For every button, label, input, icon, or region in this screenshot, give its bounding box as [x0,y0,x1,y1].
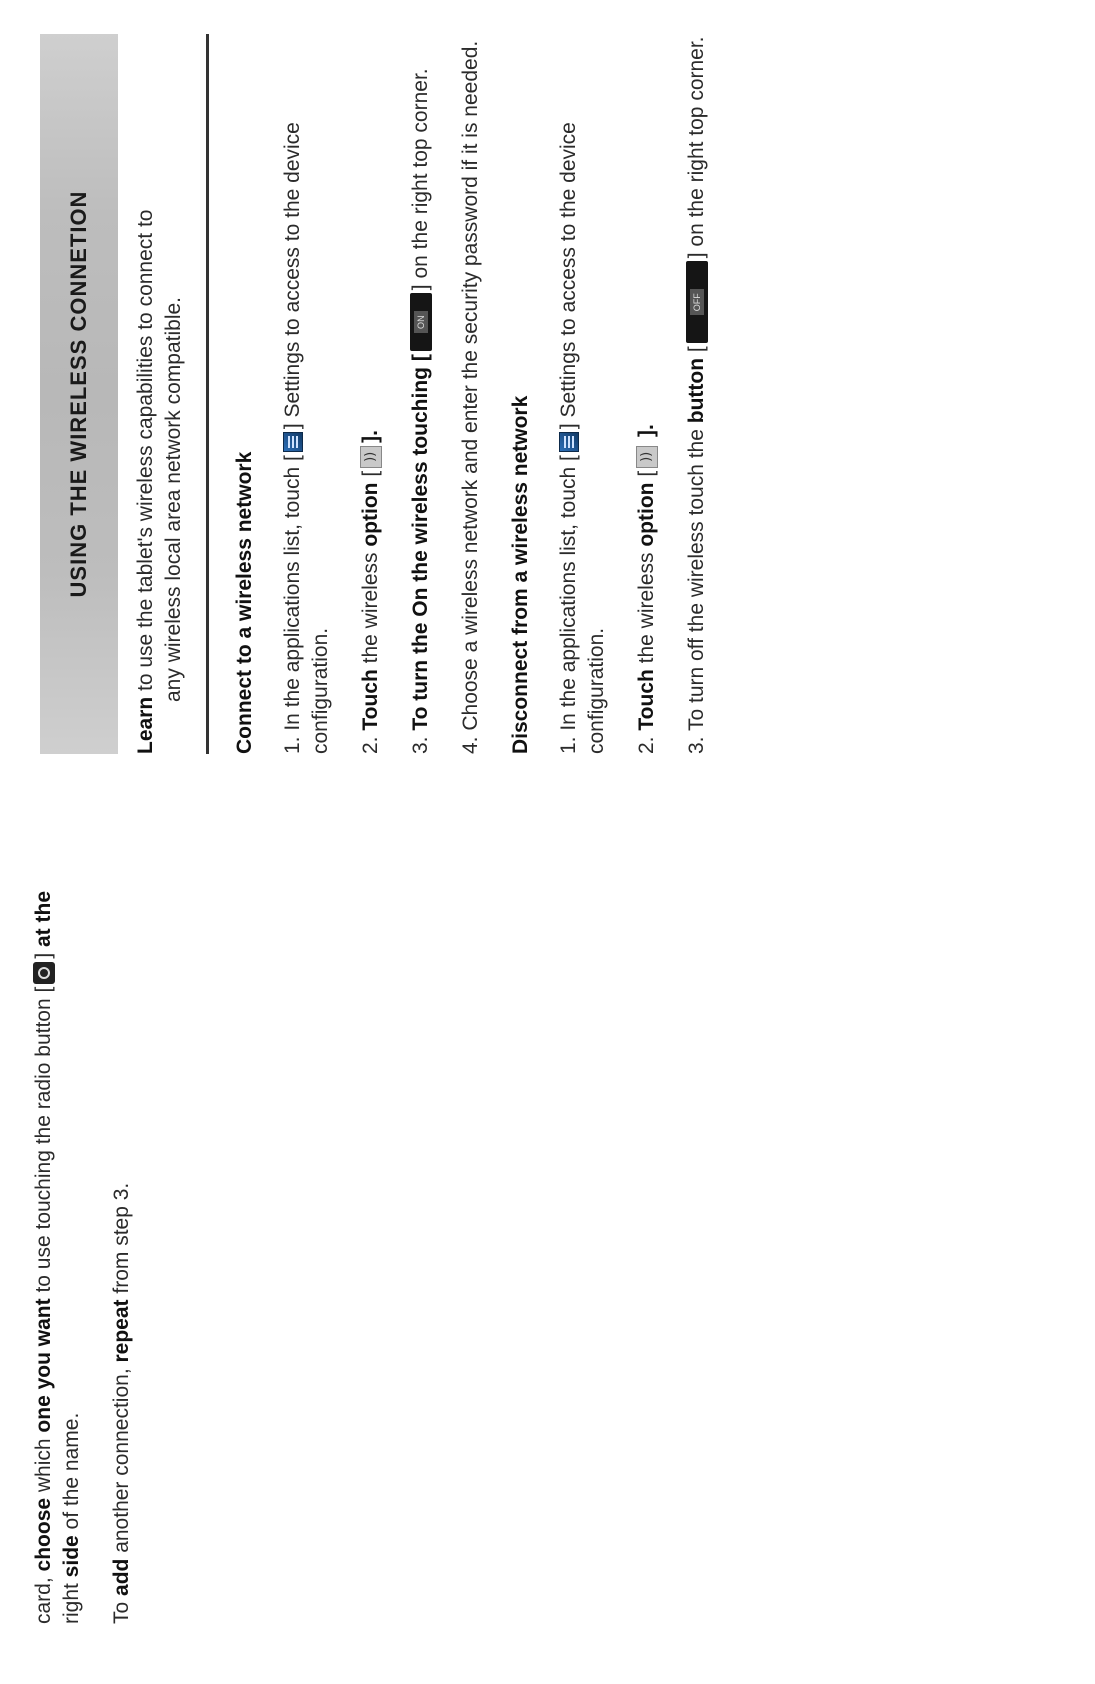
left-column [30,864,158,1624]
text-run: the wireless [635,546,658,670]
text-run: add [110,1558,133,1596]
text-run: at the [32,890,55,947]
connect-step-4 [457,34,485,754]
disconnect-step-1 [555,34,611,754]
text-run: ]. [359,430,382,443]
connect-section-title: Connect to a wireless network [233,451,256,754]
settings-icon [283,432,303,452]
text-run: one you want [32,1298,55,1433]
text-run: which [32,1432,55,1498]
text-run: [ [635,470,658,483]
text-run: repeat [110,1299,133,1363]
text-run: of the name. [60,1412,83,1536]
text-run: [ [685,346,708,358]
radio-instruction-paragraph [30,864,86,1624]
text-run: 2. [635,730,658,754]
section-banner [40,34,118,754]
text-run: Touch [635,669,658,731]
text-run: from step 3. [110,1182,133,1300]
text-run: Touch [359,669,382,731]
right-column [40,34,733,754]
text-run: option [635,482,658,547]
text-run: right [60,1577,83,1624]
text-run: to use touching the radio button [ [32,986,55,1299]
text-run: choose [32,1497,55,1572]
text-run: 4. [459,730,482,754]
text-run: ] Settings to access to the device configuration. [557,122,608,754]
intro-paragraph [132,34,188,754]
text-run: 1. In the applications list, touch [ [557,455,580,754]
disconnect-step-2 [633,34,661,754]
text-run: 3. [409,730,432,754]
settings-icon [559,432,579,452]
connect-step-2 [357,34,385,754]
text-run: ] Settings to access to the device configuration. [281,122,332,754]
text-run: [ [359,470,382,483]
toggle-on-icon: ON [410,293,432,351]
text-run: another connection, [110,1362,133,1559]
toggle-off-icon: OFF [686,261,708,343]
text-run: ] on the right top corner. [409,68,432,291]
divider-rule [206,34,209,754]
text-run: Learn [134,696,157,754]
radio-button-icon [33,962,55,984]
text-run: the wireless [359,546,382,670]
text-run: button [685,357,708,424]
text-run: to use the tablet's wireless capabilities to connect to [134,209,157,697]
wifi-icon: )) [636,446,658,468]
text-run: To [110,1595,133,1624]
banner-title: USING THE WIRELESS CONNETION [66,190,91,598]
text-run: ]. [635,424,658,443]
connect-step-1 [279,34,335,754]
text-run: 2. [359,730,382,754]
text-run: Choose a wireless network and enter the security password if it is needed. [459,40,482,731]
text-run: side [60,1535,83,1578]
text-run: 3. To turn off the wireless touch the [685,423,708,754]
text-run: ] [32,947,55,959]
text-run: option [359,482,382,547]
text-run: 1. In the applications list, touch [ [281,455,304,754]
text-run: any wireless local area network compatible. [162,296,185,702]
connect-step-3 [407,34,435,754]
text-run: ] on the right top corner. [685,36,708,259]
text-run: To turn the On the wireless touching [ [409,354,432,731]
text-run: card, [32,1571,55,1624]
disconnect-section-title: Disconnect from a wireless network [509,395,532,754]
disconnect-step-3 [683,34,711,754]
wifi-icon: )) [360,446,382,468]
repeat-instruction-paragraph [108,864,136,1624]
